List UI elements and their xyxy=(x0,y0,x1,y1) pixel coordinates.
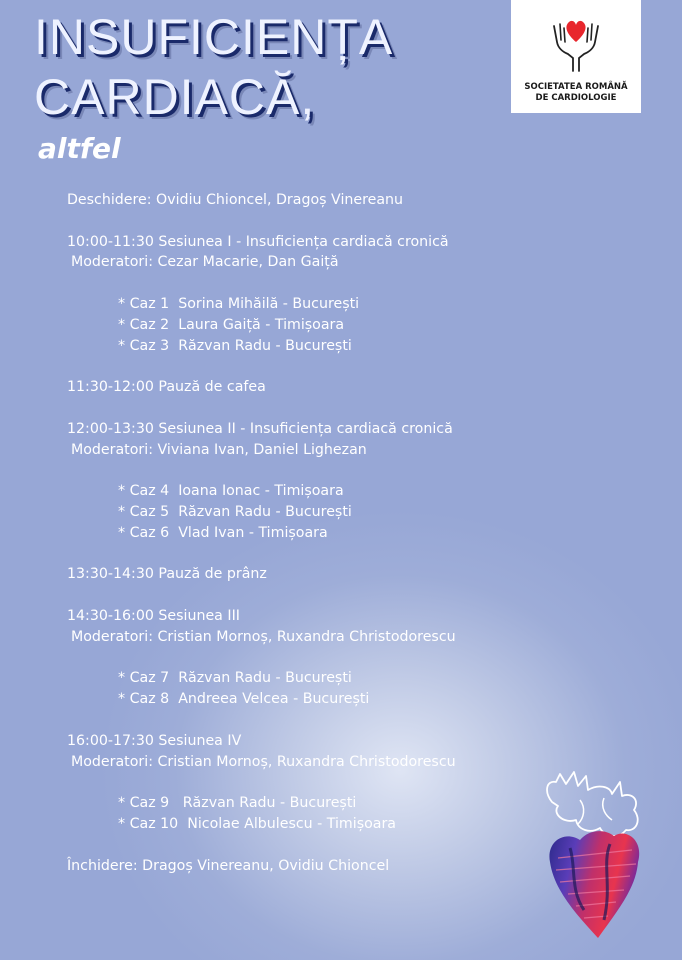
session-3-moderators: Moderatori: Cristian Mornoș, Ruxandra Christodorescu xyxy=(71,628,456,645)
title-line-1: INSUFICIENȚA xyxy=(34,9,394,65)
case-item: * Caz 8 Andreea Velcea - București xyxy=(118,691,370,708)
session-4-moderators: Moderatori: Cristian Mornoș, Ruxandra Christodorescu xyxy=(71,753,456,770)
session-3-title: 14:30-16:00 Sesiunea III xyxy=(67,607,240,624)
case-item: * Caz 7 Răzvan Radu - București xyxy=(118,670,352,687)
case-item: * Caz 3 Răzvan Radu - București xyxy=(118,337,352,354)
coffee-break: 11:30-12:00 Pauză de cafea xyxy=(67,379,266,396)
case-item: * Caz 6 Vlad Ivan - Timișoara xyxy=(118,524,328,541)
case-item: * Caz 10 Nicolae Albulescu - Timișoara xyxy=(118,815,396,832)
lunch-break: 13:30-14:30 Pauză de prânz xyxy=(67,566,267,583)
logo-text-line-2: DE CARDIOLOGIE xyxy=(535,93,617,103)
case-item: * Caz 1 Sorina Mihăilă - București xyxy=(118,295,360,312)
heart-in-hands-icon xyxy=(546,16,606,74)
case-item: * Caz 2 Laura Gaiță - Timișoara xyxy=(118,316,345,333)
session-2-moderators: Moderatori: Viviana Ivan, Daniel Lighezan xyxy=(71,441,367,458)
title-line-2: CARDIACĂ, xyxy=(34,69,316,125)
case-item: * Caz 4 Ioana Ionac - Timișoara xyxy=(118,483,344,500)
session-4-title: 16:00-17:30 Sesiunea IV xyxy=(67,732,242,749)
logo-text-line-1: SOCIETATEA ROMÂNĂ xyxy=(524,82,628,92)
session-1-title: 10:00-11:30 Sesiunea I - Insuficiența cardiacă cronică xyxy=(67,233,449,250)
opening-line: Deschidere: Ovidiu Chioncel, Dragoș Vinereanu xyxy=(67,192,404,208)
stylized-heart-icon xyxy=(540,770,650,945)
src-logo xyxy=(511,0,641,113)
subtitle: altfel xyxy=(38,132,121,165)
program-schedule xyxy=(67,190,517,876)
session-1-moderators: Moderatori: Cezar Macarie, Dan Gaiță xyxy=(71,254,339,271)
closing-line: Închidere: Dragoș Vinereanu, Ovidiu Chioncel xyxy=(67,857,390,874)
case-item: * Caz 5 Răzvan Radu - București xyxy=(118,503,352,520)
session-2-title: 12:00-13:30 Sesiunea II - Insuficiența cardiacă cronică xyxy=(67,420,453,437)
case-item: * Caz 9 Răzvan Radu - București xyxy=(118,795,357,812)
